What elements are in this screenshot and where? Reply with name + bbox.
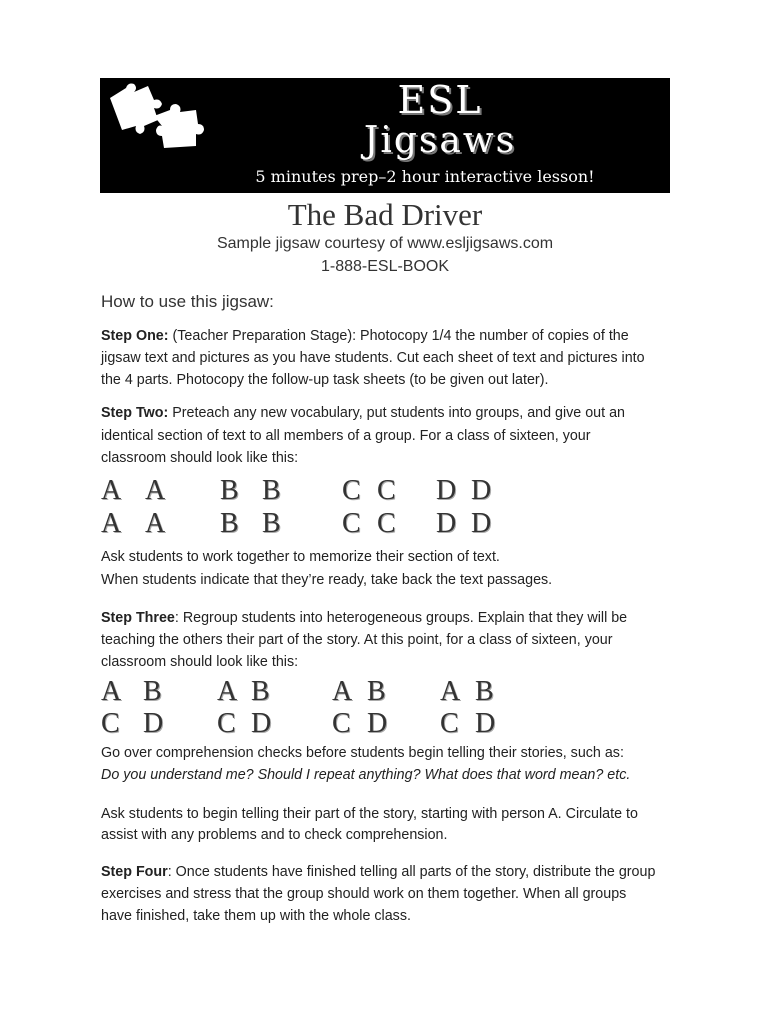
grid-letter: A bbox=[101, 676, 122, 707]
grid-letter: C bbox=[377, 508, 396, 539]
grid-letter: B bbox=[220, 508, 239, 539]
step-four-text: : Once students have finished telling all parts of the story, distribute the group bbox=[167, 864, 656, 880]
step-four-line bbox=[101, 863, 655, 881]
grid-row-2 bbox=[101, 509, 521, 538]
step-three-line: teaching the others their part of the story. At this point, for a class of sixteen, your bbox=[101, 632, 613, 648]
grid-letter: C bbox=[332, 708, 351, 739]
grid-letter: D bbox=[471, 508, 492, 539]
step-three-after: assist with any problems and to check comprehension. bbox=[101, 827, 448, 843]
grid-letter: B bbox=[475, 676, 494, 707]
how-to-heading: How to use this jigsaw: bbox=[101, 292, 274, 311]
grid-letter: C bbox=[217, 708, 236, 739]
grid-letter: B bbox=[251, 676, 270, 707]
step-one-line: jigsaw text and pictures as you have students. Cut each sheet of text and pictures into bbox=[101, 350, 645, 366]
step-two-text: Preteach any new vocabulary, put students into groups, and give out an bbox=[168, 405, 625, 421]
grid-letter: A bbox=[440, 676, 461, 707]
logo-text-jigsaws: Jigsaws bbox=[363, 120, 517, 161]
grid-letter: D bbox=[251, 708, 272, 739]
grid-letter: C bbox=[440, 708, 459, 739]
puzzle-pieces-icon bbox=[104, 80, 214, 150]
grid-row-2 bbox=[101, 709, 521, 738]
step-one-text: (Teacher Preparation Stage): Photocopy 1/4 the number of copies of the bbox=[168, 328, 629, 344]
checks-examples: Do you understand me? Should I repeat anything? What does that word mean? etc. bbox=[101, 767, 631, 783]
grid-letter: D bbox=[436, 508, 457, 539]
step-four-line: exercises and stress that the group should work on them together. When all groups bbox=[101, 886, 627, 902]
step-two-after: When students indicate that they’re ready, take back the text passages. bbox=[101, 572, 553, 588]
grid-letter: C bbox=[342, 475, 361, 506]
step-three-text: : Regroup students into heterogeneous groups. Explain that they will be bbox=[174, 610, 628, 626]
phone-number: 1-888-ESL-BOOK bbox=[320, 258, 450, 275]
step-three-line bbox=[101, 609, 627, 627]
grid-letter: B bbox=[262, 475, 281, 506]
grid-row-1 bbox=[101, 476, 521, 505]
grid-letter: C bbox=[377, 475, 396, 506]
grid-letter: C bbox=[101, 708, 120, 739]
grid-letter: B bbox=[143, 676, 162, 707]
step-two-label: Step Two: bbox=[101, 405, 169, 421]
step-four-line: have finished, take them up with the whole class. bbox=[101, 908, 411, 924]
step-two-line bbox=[101, 404, 625, 422]
step-four-label: Step Four bbox=[101, 864, 168, 880]
grid-letter: D bbox=[436, 475, 457, 506]
esl-jigsaws-banner bbox=[100, 78, 670, 193]
step-two-line: classroom should look like this: bbox=[101, 450, 299, 466]
grid-letter: A bbox=[101, 475, 122, 506]
grid-letter: A bbox=[217, 676, 238, 707]
step-one-line bbox=[101, 327, 629, 345]
grid-letter: B bbox=[367, 676, 386, 707]
page-title: The Bad Driver bbox=[287, 197, 483, 232]
grid-letter: D bbox=[143, 708, 164, 739]
step-two-line: identical section of text to all members of a group. For a class of sixteen, your bbox=[101, 428, 591, 444]
checks-intro: Go over comprehension checks before students begin telling their stories, such as: bbox=[101, 745, 624, 761]
logo-text-esl: ESL bbox=[397, 78, 483, 122]
grid-letter: B bbox=[220, 475, 239, 506]
checks-examples-line bbox=[101, 766, 630, 784]
subtitle: Sample jigsaw courtesy of www.esljigsaws.com bbox=[216, 235, 554, 252]
step-one-line: the 4 parts. Photocopy the follow-up task sheets (to be given out later). bbox=[101, 372, 549, 388]
tagline: 5 minutes prep–2 hour interactive lesson! bbox=[255, 167, 595, 186]
grid-letter: D bbox=[471, 475, 492, 506]
grid-letter: B bbox=[262, 508, 281, 539]
grid-letter: A bbox=[145, 475, 166, 506]
step-one-label: Step One: bbox=[101, 328, 169, 344]
grid-letter: A bbox=[332, 676, 353, 707]
grid-row-1 bbox=[101, 677, 521, 706]
step-three-after: Ask students to begin telling their part of the story, starting with person A. Circulate to bbox=[101, 806, 638, 822]
step-three-label: Step Three bbox=[101, 610, 175, 626]
grid-letter: D bbox=[367, 708, 388, 739]
step-two-after: Ask students to work together to memorize their section of text. bbox=[101, 549, 500, 565]
grid-letter: C bbox=[342, 508, 361, 539]
grid-letter: A bbox=[145, 508, 166, 539]
step-three-line: classroom should look like this: bbox=[101, 654, 299, 670]
grid-letter: A bbox=[101, 508, 122, 539]
grid-letter: D bbox=[475, 708, 496, 739]
